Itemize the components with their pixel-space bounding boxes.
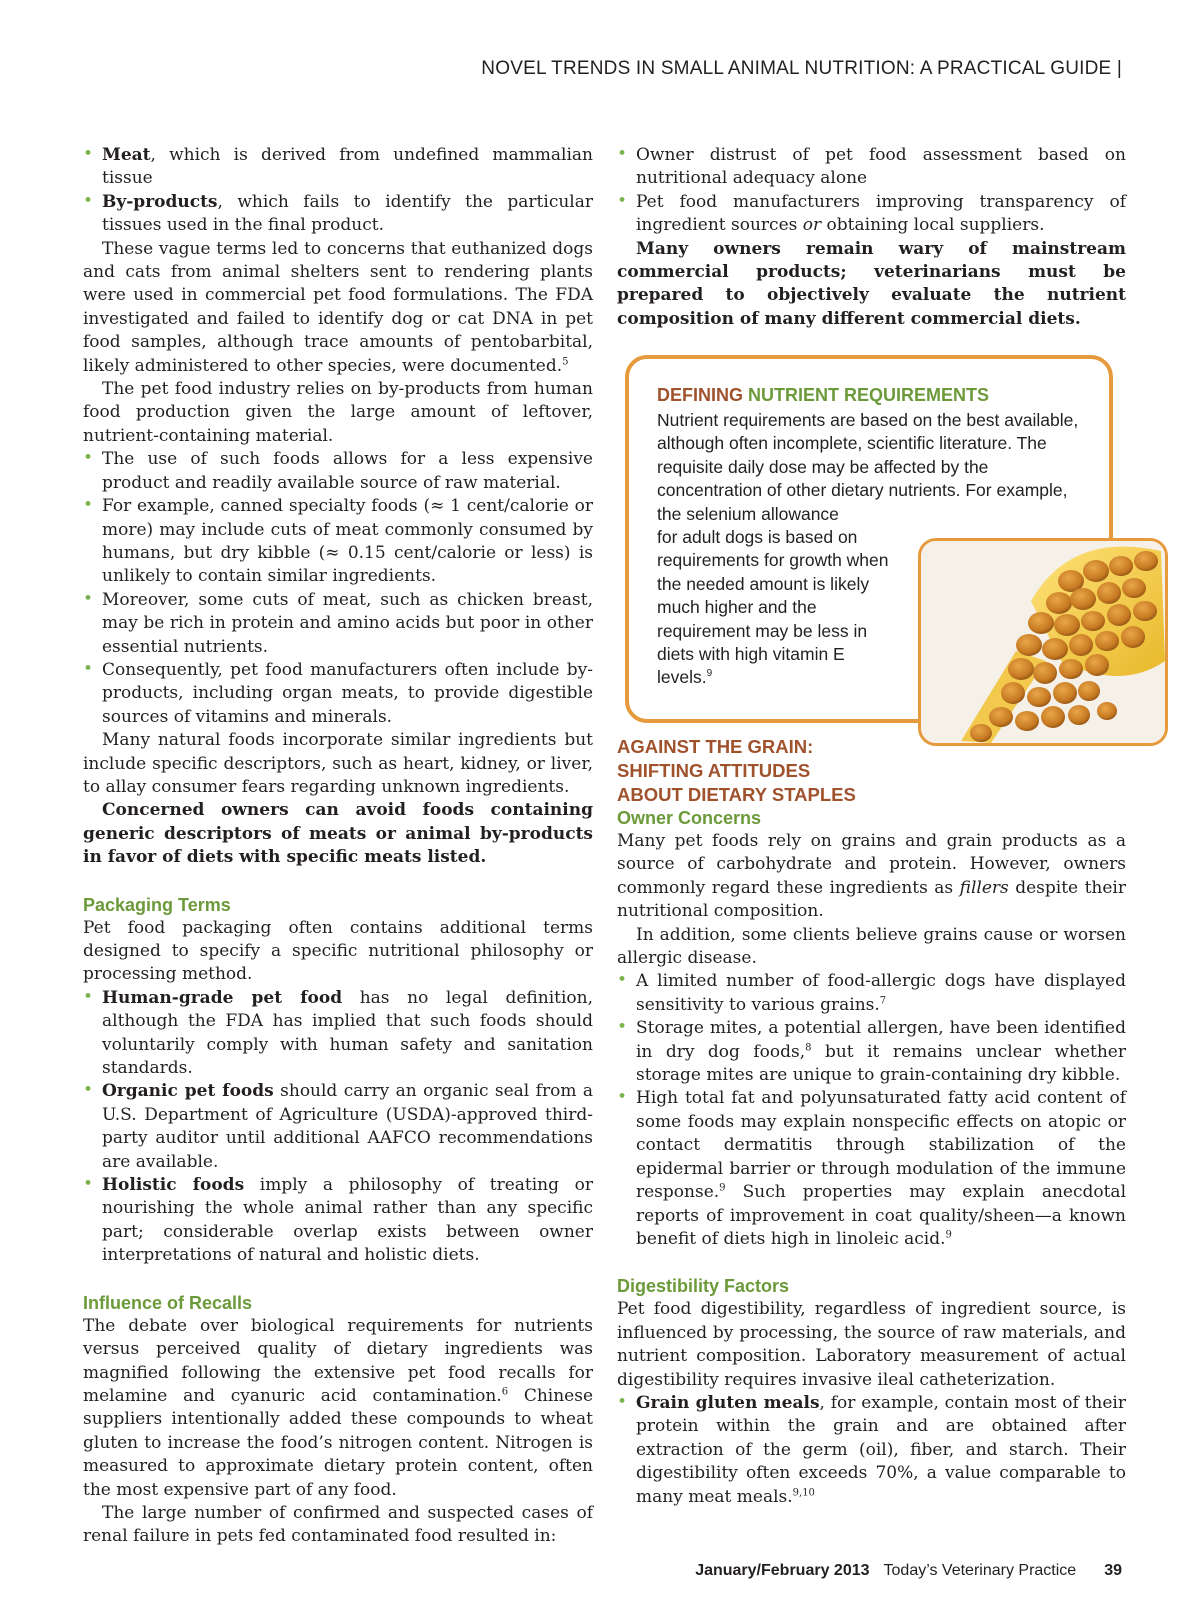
bullet-icon: • <box>83 658 94 679</box>
bullet-icon: • <box>617 1391 628 1412</box>
right-column-bottom <box>617 735 1126 1509</box>
bullet-icon: • <box>83 1080 94 1101</box>
issue-date: January/February 2013 <box>695 1562 870 1579</box>
paragraph: The large number of confirmed and suspected cases of renal failure in pets fed contaminated food resulted in: <box>83 1502 593 1547</box>
bullet-icon: • <box>83 190 94 211</box>
list-text: , which fails to identify the particular tissues used in the final product. <box>102 191 593 236</box>
bullet-icon: • <box>617 970 628 991</box>
bullet-icon: • <box>83 495 94 516</box>
list-item: • High total fat and polyunsaturated fatty acid content of some foods may explain nonspecific effects on atopic or contact dermatitis through stabilization of the epidermal barrier or through modulation of the immune response.$^9$ Such properties may explain anecdotal reports of improvement in coat quality/sheen—a known benefit of diets high in linoleic acid.$^9$ <box>617 1087 1126 1249</box>
bullet-list <box>617 1392 1126 1509</box>
list-item: • A limited number of food-allergic dogs have displayed sensitivity to various grains.$^7$ <box>617 970 1126 1015</box>
bullet-icon: • <box>617 190 628 211</box>
bullet-icon: • <box>83 144 94 164</box>
running-head: NOVEL TRENDS IN SMALL ANIMAL NUTRITION: A PRACTICAL GUIDE | <box>481 58 1122 79</box>
sidebar-title: DEFINING NUTRIENT REQUIREMENTS <box>657 385 990 405</box>
list-text: , which is derived from undefined mammalian tissue <box>102 145 593 189</box>
list-item: • Pet food manufacturers improving transparency of ingredient sources or obtaining local suppliers. <box>617 190 1126 236</box>
paragraph: Pet food digestibility, regardless of ingredient source, is influenced by processing, the source of raw materials, and nutrient composition. Laboratory measurement of actual digestibility requires invasive ileal catheterization. <box>617 1299 1126 1390</box>
kibble-illustration <box>921 541 1165 743</box>
bullet-icon: • <box>617 144 628 164</box>
bullet-icon: • <box>83 588 94 609</box>
bullet-icon: • <box>83 986 94 1007</box>
subheading-packaging: Packaging Terms <box>83 894 231 915</box>
emphasis-paragraph: Many owners remain wary of mainstream commercial products; veterinarians must be prepared to objectively evaluate the nutrient composition of many different commercial diets. <box>617 238 1126 329</box>
bullet-icon: • <box>617 1017 628 1038</box>
paragraph: In addition, some clients believe grains cause or worsen allergic disease. <box>617 924 1126 969</box>
bullet-list <box>617 144 1126 238</box>
list-item: • Grain gluten meals, for example, contain most of their protein within the grain and are obtained after extraction of the germ (oil), fiber, and starch. Their digestibility often exceeds 70%, a value comparable to many meat meals.$^{9,10}$ <box>617 1391 1126 1507</box>
emphasis-paragraph: Concerned owners can avoid foods containing generic descriptors of meats or animal by-products in favor of diets with specific meats listed. <box>83 800 593 868</box>
right-column-top <box>617 144 1126 331</box>
list-item: • Consequently, pet food manufacturers often include by-products, including organ meats, to provide digestible sources of vitamins and minerals. <box>83 658 593 727</box>
bullet-icon: • <box>83 448 94 469</box>
paragraph: Pet food packaging often contains additional terms designed to specify a specific nutritional philosophy or processing method. <box>83 917 593 985</box>
subheading-recalls: Influence of Recalls <box>83 1292 253 1313</box>
paragraph: Many natural foods incorporate similar ingredients but include specific descriptors, such as heart, kidney, or liver, to allay consumer fears regarding unknown ingredients. <box>83 730 593 797</box>
bullet-list <box>83 448 593 729</box>
sidebar-text: Nutrient requirements are based on the best available, although often incomplete, scientific literature. The requisite daily dose may be affected by the concentration of other dietary nutrients. For example, the selenium allowance <box>657 410 1079 524</box>
paragraph: These vague terms led to concerns that euthanized dogs and cats from animal shelters sent to rendering plants were used in commercial pet food formulations. The FDA investigated and failed to identify dog or cat DNA in pet food samples, although trace amounts of pentobarbital, likely administered to other species, were documented.$^5$ <box>83 238 593 376</box>
list-item: • Moreover, some cuts of meat, such as chicken breast, may be rich in protein and amino acids but poor in other essential nutrients. <box>83 588 593 657</box>
list-item: • Organic pet foods should carry an organic seal from a U.S. Department of Agriculture (USDA)-approved third-party auditor until additional AAFCO recommendations are available. <box>83 1080 593 1172</box>
list-item <box>83 191 593 238</box>
bullet-list <box>617 970 1126 1251</box>
paragraph: Many pet foods rely on grains and grain products as a source of carbohydrate and protein. However, owners commonly regard these ingredients as fillers despite their nutritional composition. <box>617 831 1126 922</box>
footnote-ref: 5 <box>562 356 569 367</box>
list-item: • Holistic foods imply a philosophy of treating or nourishing the whole animal rather than any specific part; considerable overlap exists between owner interpretations of natural and holistic diets. <box>83 1174 593 1266</box>
list-item: • The use of such foods allows for a less expensive product and readily available source of raw material. <box>83 448 593 493</box>
publication-name: Today’s Veterinary Practice <box>883 1562 1077 1579</box>
subheading-digestibility: Digestibility Factors <box>617 1276 790 1297</box>
list-item: • Owner distrust of pet food assessment based on nutritional adequacy alone <box>617 144 1126 189</box>
bullet-icon: • <box>83 1174 94 1195</box>
section-title: AGAINST THE GRAIN: SHIFTING ATTITUDES ABOUT DIETARY STAPLES <box>617 736 856 805</box>
list-item <box>83 144 593 191</box>
footnote-ref: 6 <box>501 1386 509 1398</box>
page-footer <box>695 1562 1122 1580</box>
term: Meat <box>102 145 151 165</box>
left-column <box>83 144 593 1549</box>
dog-food-photo <box>918 538 1168 746</box>
subheading-owner-concerns: Owner Concerns <box>617 808 762 828</box>
list-item: • Human-grade pet food has no legal definition, although the FDA has implied that such foods should voluntarily comply with human safety and sanitation standards. <box>83 986 593 1079</box>
bullet-list <box>83 144 593 238</box>
page-number: 39 <box>1104 1562 1122 1579</box>
list-item: • Storage mites, a potential allergen, have been identified in dry dog foods,$^8$ but it remains unclear whether storage mites are unique to grain-containing dry kibble. <box>617 1017 1126 1086</box>
term: By-products <box>102 191 218 212</box>
bullet-list <box>83 987 593 1268</box>
bullet-icon: • <box>617 1087 628 1108</box>
paragraph: The pet food industry relies on by-products from human food production given the large amount of leftover, nutrient-containing material. <box>83 379 593 446</box>
sidebar-text-narrow: for adult dogs is based on requirements for growth when the needed amount is likely much higher and the requirement may be less in diets with high vitamin E levels.$^9$ <box>657 527 889 688</box>
paragraph: The debate over biological requirements for nutrients versus perceived quality of dietary ingredients was magnified following the extensive pet food recalls for melamine and cyanuric acid contamination.$^6$ Chinese suppliers intentionally added these compounds to wheat gluten to increase the food’s nitrogen content. Nitrogen is measured to approximate dietary protein content, often the most expensive part of any food. <box>83 1315 594 1500</box>
list-item: • For example, canned specialty foods (≈ 1 cent/calorie or more) may include cuts of meat commonly consumed by humans, but dry kibble (≈ 0.15 cent/calorie or less) is unlikely to contain similar ingredients. <box>83 495 593 587</box>
